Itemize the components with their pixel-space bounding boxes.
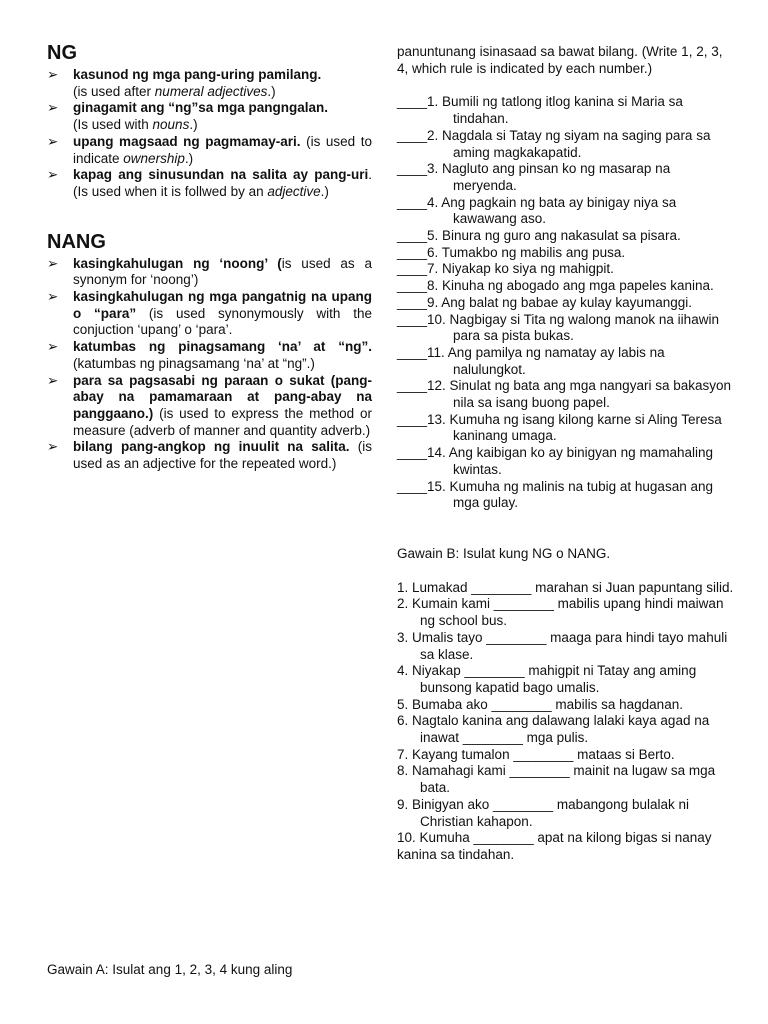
- nang-heading: NANG: [47, 230, 106, 253]
- gawain-b-item: 3. Umalis tayo ________ maaga para hindi tayo mahuli sa klase.: [397, 629, 728, 662]
- arrow-bullet-icon: ➢: [47, 167, 59, 183]
- gawain-b-item: 4. Niyakap ________ mahigpit ni Tatay ang aming bunsong kapatid bago umalis.: [397, 663, 697, 695]
- gawain-a-item: ____14. Ang kaibigan ko ay binigyan ng mamahaling kwintas.: [397, 445, 713, 477]
- gawain-a-item: ____1. Bumili ng tatlong itlog kanina si Maria sa tindahan.: [397, 94, 683, 127]
- arrow-bullet-icon: ➢: [47, 372, 59, 388]
- gawain-a-item: ____12. Sinulat ng bata ang mga nangyari sa bakasyon nila sa isang buong papel.: [397, 378, 731, 411]
- gawain-a-item: ____2. Nagdala si Tatay ng siyam na saging para sa aming magkakapatid.: [397, 127, 711, 160]
- gawain-b-item: 1. Lumakad ________ marahan si Juan papuntang silid.: [397, 579, 734, 595]
- gawain-a-item: ____4. Ang pagkain ng bata ay binigay niya sa kawawang aso.: [397, 194, 677, 227]
- arrow-bullet-icon: ➢: [47, 67, 59, 82]
- ng-rules-list: [47, 67, 372, 201]
- ng-rule: ➢ ginagamit ang “ng”sa mga pangngalan. (Is used with nouns.): [47, 100, 329, 133]
- nang-rule: ➢ katumbas ng pinagsamang ‘na’ at “ng”. (katumbas ng pinagsamang ‘na’ at “ng”.): [47, 339, 372, 371]
- gawain-a-intro-right: panuntunang isinasaad sa bawat bilang. (Write 1, 2, 3, 4, which rule is indicated by each number.): [397, 44, 723, 76]
- gawain-a-item: ____13. Kumuha ng isang kilong karne si Aling Teresa kaninang umaga.: [397, 411, 722, 444]
- nang-rule: ➢ para sa pagsasabi ng paraan o sukat (pang-abay na pamamaraan at pang-abay na panggaano.) (is used to express the method or measure (adverb of manner and quantity adverb.): [47, 372, 372, 438]
- gawain-b-item: 8. Namahagi kami ________ mainit na lugaw sa mga bata.: [397, 763, 716, 796]
- gawain-a-item: ____5. Binura ng guro ang nakasulat sa pisara.: [397, 228, 681, 244]
- gawain-a-item: ____11. Ang pamilya ng namatay ay labis na nalulungkot.: [397, 344, 665, 377]
- gawain-b-item: 5. Bumaba ako ________ mabilis sa hagdanan.: [397, 696, 683, 712]
- gawain-a-item: ____6. Tumakbo ng mabilis ang pusa.: [397, 244, 626, 260]
- gawain-a-intro-left: Gawain A: Isulat ang 1, 2, 3, 4 kung aling: [47, 962, 293, 977]
- left-column: [47, 0, 372, 473]
- gawain-b-list: [397, 580, 737, 864]
- gawain-a-item: ____10. Nagbigay si Tita ng walong manok na iihawin para sa pista bukas.: [397, 311, 719, 344]
- nang-rule: ➢ kasingkahulugan ng mga pangatnig na upang o “para” (is used synonymously with the conjuction ‘upang’ o ‘para’.: [47, 289, 373, 338]
- ng-rule: ➢ kapag ang sinusundan na salita ay pang-uri. (Is used when it is follwed by an adjective.): [47, 167, 372, 199]
- arrow-bullet-icon: ➢: [47, 255, 59, 271]
- gawain-b-item: 2. Kumain kami ________ mabilis upang hindi maiwan ng school bus.: [397, 596, 724, 629]
- gawain-b-item: 9. Binigyan ako ________ mabangong bulalak ni Christian kahapon.: [397, 796, 689, 829]
- gawain-b-title: Gawain B: Isulat kung NG o NANG.: [397, 545, 611, 561]
- ng-rule: ➢ kasunod ng mga pang-uring pamilang. (is used after numeral adjectives.): [47, 67, 322, 99]
- ng-rule: ➢ upang magsaad ng pagmamay-ari. (is used to indicate ownership.): [47, 133, 372, 166]
- gawain-a-item: ____7. Niyakap ko siya ng mahigpit.: [397, 261, 614, 277]
- gawain-a-item: ____9. Ang balat ng babae ay kulay kayumanggi.: [397, 294, 692, 310]
- arrow-bullet-icon: ➢: [47, 133, 59, 149]
- arrow-bullet-icon: ➢: [47, 339, 59, 355]
- right-column: [397, 44, 737, 864]
- gawain-a-item: ____8. Kinuha ng abogado ang mga papeles kanina.: [397, 278, 714, 294]
- gawain-b-item: 10. Kumuha ________ apat na kilong bigas si nanay kanina sa tindahan.: [397, 830, 712, 862]
- gawain-a-item: ____15. Kumuha ng malinis na tubig at hugasan ang mga gulay.: [397, 478, 713, 511]
- gawain-a-item: ____3. Nagluto ang pinsan ko ng masarap na meryenda.: [397, 161, 671, 193]
- gawain-b-item: 6. Nagtalo kanina ang dalawang lalaki kaya agad na inawat ________ mga pulis.: [397, 713, 710, 746]
- ng-heading: NG: [47, 42, 77, 64]
- nang-rule: ➢ kasingkahulugan ng ‘noong’ (is used as a synonym for ‘noong’): [47, 255, 372, 288]
- nang-rule: ➢ bilang pang-angkop ng inuulit na salita. (is used as an adjective for the repeated word.): [47, 439, 372, 472]
- gawain-b-item: 7. Kayang tumalon ________ mataas si Berto.: [397, 746, 675, 762]
- arrow-bullet-icon: ➢: [47, 100, 59, 116]
- arrow-bullet-icon: ➢: [47, 289, 59, 305]
- arrow-bullet-icon: ➢: [47, 439, 59, 455]
- gawain-a-list: [397, 94, 737, 512]
- nang-rules-list: [47, 256, 372, 473]
